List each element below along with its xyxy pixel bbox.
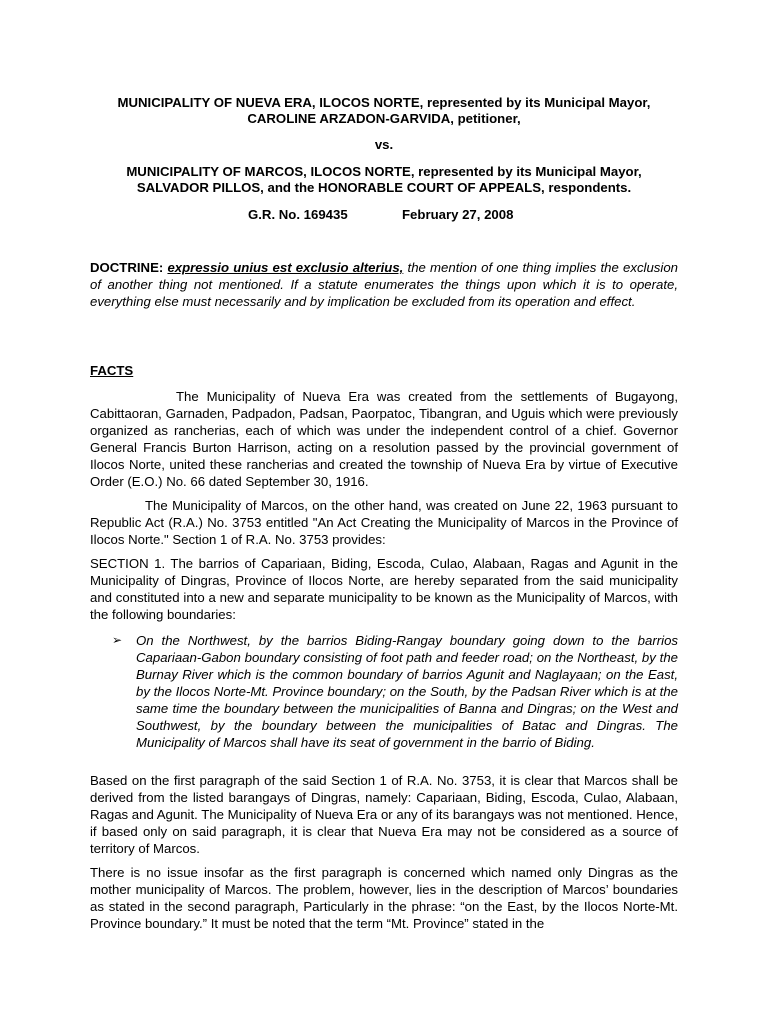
facts-heading <box>90 362 678 379</box>
respondent-line-2: SALVADOR PILLOS, and the HONORABLE COURT OF APPEALS, respondents. <box>136 180 632 195</box>
facts-paragraph-3: Based on the first paragraph of the said Section 1 of R.A. No. 3753, it is clear that Marcos shall be derived from the listed barangays of Dingras, namely: Capariaan, Biding, Escoda, Culao, Alabaan, Ragas and Agunit. The Municipality of Nueva Era or any of its barangays was not mentioned. Hence, if based only on said paragraph, it is clear that Nueva Era may not be considered as a source of territory of Marcos. <box>90 773 678 856</box>
facts-paragraph-4: There is no issue insofar as the first paragraph is concerned which named only Dingras as the mother municipality of Marcos. The problem, however, lies in the description of Marcos’ boundaries as stated in the second paragraph, Particularly in the phrase: “on the East, by the Ilocos Norte-Mt. Province boundary.” It must be noted that the term “Mt. Province” stated in the <box>90 865 678 931</box>
doctrine-term: expressio unius est exclusio alterius, <box>167 260 404 275</box>
doctrine-text: the mention of one thing implies the exclusion of another thing not mentioned. If a statute enumerates the things upon which it is to operate, everything else must necessarily and by implication be excluded from its operation and effect. <box>90 260 678 309</box>
case-number-line <box>90 206 678 223</box>
versus-label: vs. <box>374 137 394 152</box>
gr-number: G.R. No. 169435 <box>248 207 348 222</box>
arrow-bullet-icon: ➢ <box>112 633 123 647</box>
decision-date: February 27, 2008 <box>402 207 514 222</box>
boundaries-text: On the Northwest, by the barrios Biding-Rangay boundary going down to the barrios Capariaan-Gabon boundary consisting of foot path and feeder road; on the Northeast, by the Burnay River which is the common boundary of barrios Agunit and Naglayaan; on the East, by the Ilocos Norte-Mt. Province boundary; on the South, by the Padsan River which is at the same time the boundary between the municipalities of Banna and Dingras; on the West and Southwest, by the boundary between the municipalities of Batac and Dingras. The Municipality of Marcos shall have its seat of government in the barrio of Biding. <box>136 633 678 750</box>
case-caption-respondent <box>90 164 678 196</box>
doctrine-label: DOCTRINE: <box>90 260 164 275</box>
petitioner-line-1: MUNICIPALITY OF NUEVA ERA, ILOCOS NORTE, represented by its Municipal Mayor, <box>117 95 651 110</box>
petitioner-line-2: CAROLINE ARZADON-GARVIDA, petitioner, <box>247 111 521 126</box>
facts-paragraph-1: The Municipality of Nueva Era was created from the settlements of Bugayong, Cabittaoran, Garnaden, Padpadon, Padsan, Paorpatoc, Tibangran, and Uguis which were previously organized as rancherias, each of which was under the independent control of a chief. Governor General Francis Burton Harrison, acting on a resolution passed by the provincial government of Ilocos Norte, united these rancherias and created the township of Nueva Era by virtue of Executive Order (E.O.) No. 66 dated September 30, 1916. <box>90 389 678 489</box>
facts-paragraph-2: The Municipality of Marcos, on the other hand, was created on June 22, 1963 pursuant to Republic Act (R.A.) No. 3753 entitled "An Act Creating the Municipality of Marcos in the Province of Ilocos Norte." Section 1 of R.A. No. 3753 provides: <box>90 498 678 547</box>
facts-heading-text: FACTS <box>90 363 134 378</box>
boundaries-bullet <box>112 632 678 751</box>
case-caption-petitioner <box>90 95 678 127</box>
doctrine-paragraph <box>90 259 678 310</box>
respondent-line-1: MUNICIPALITY OF MARCOS, ILOCOS NORTE, represented by its Municipal Mayor, <box>126 164 642 179</box>
section-1-text: SECTION 1. The barrios of Capariaan, Biding, Escoda, Culao, Alabaan, Ragas and Agunit in the Municipality of Dingras, Province of Ilocos Norte, are hereby separated from the said municipality and constituted into a new and separate municipality to be known as the Municipality of Marcos, with the following boundaries: <box>90 556 678 622</box>
